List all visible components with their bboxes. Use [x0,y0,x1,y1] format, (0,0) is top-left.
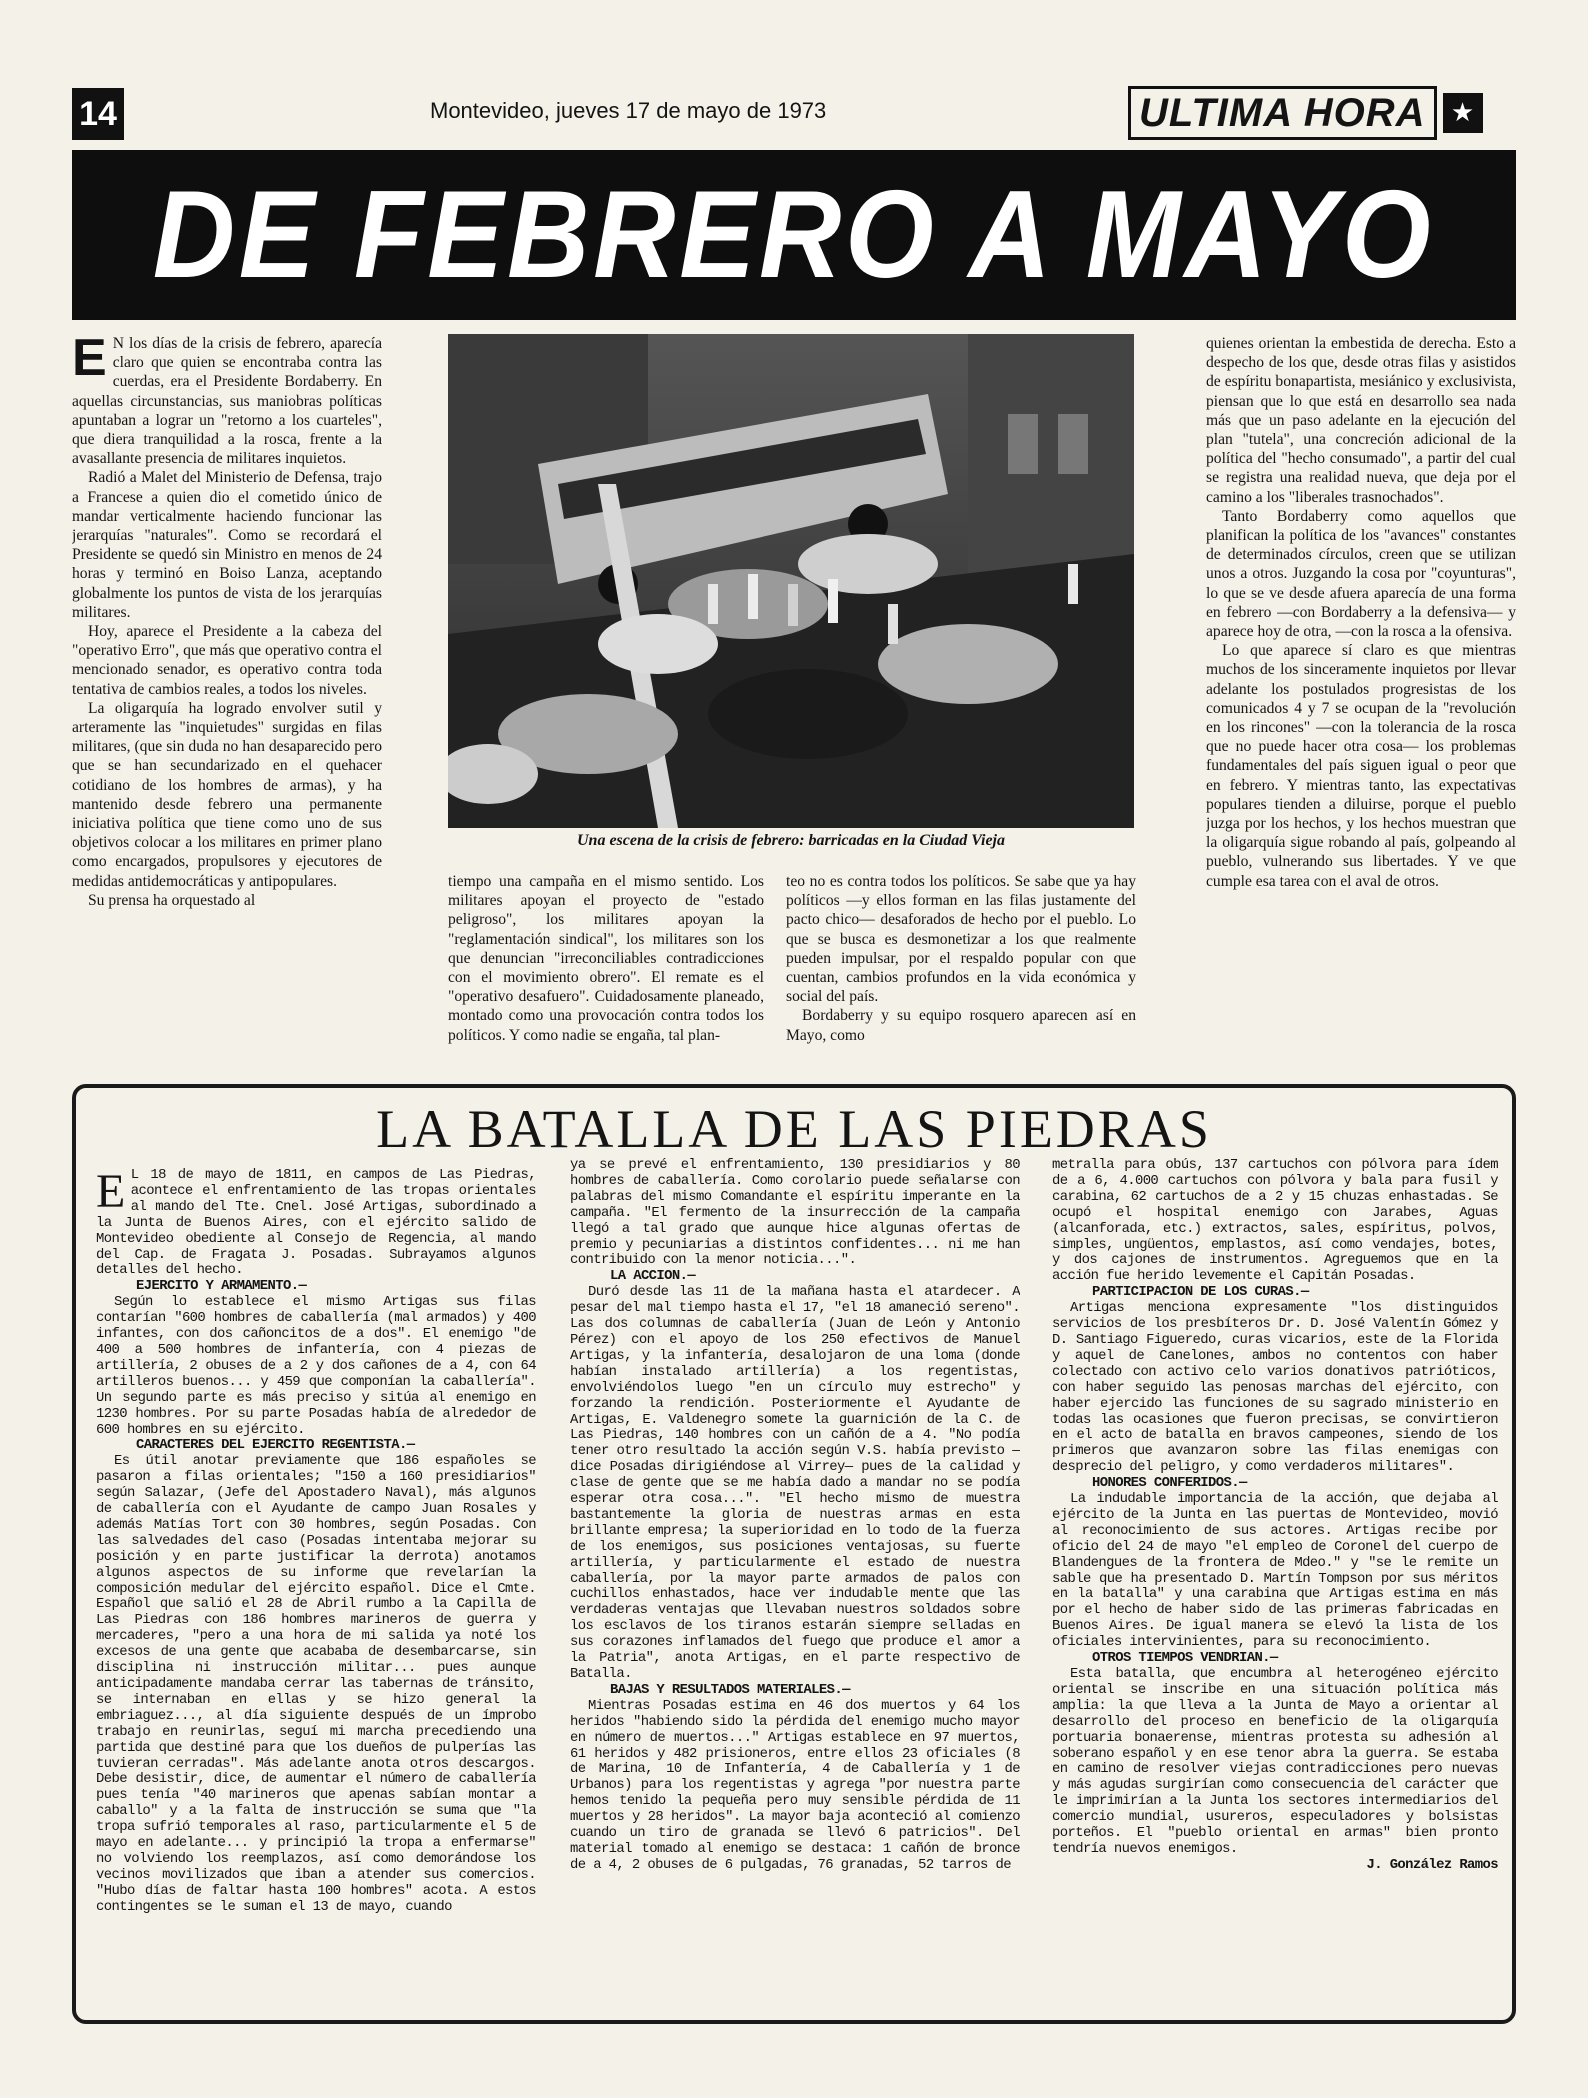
page-number: 14 [72,88,124,140]
paragraph: ya se prevé el enfrentamiento, 130 presidiarios y 80 hombres de caballería. Como corolario puede señalarse con palabras del mismo Comandante el espíritu imperante en la campaña. "El fermento de la insurrección de la campaña llegó a tal grado que aunque hice algunas ofertas de premio y pecuniarias a distintos confidentes... ni me han contribuido con la menor noticia...". [570,1158,1020,1269]
paragraph: L 18 de mayo de 1811, en campos de Las Piedras, acontece el enfrentamiento de las tropas orientales al mando del Tte. Cnel. José Artigas, subordinado a la Junta de Buenos Aires, con el ejército salido de Montevideo obediente al Consejo de Regencia, al mando del Cap. de Fragata J. Posadas. Subrayamos algunos detalles del hecho. [96,1168,536,1279]
star-emblem-icon: ★ [1443,93,1483,133]
headline-banner [72,150,1516,320]
paragraph: La oligarquía ha logrado envolver sutil y arteramente las "inquietudes" surgidas en filas militares, (que sin duda no han desaparecido pero que se han secundarizado en el quehacer cotidiano de los hombres de armas), y ha mantenido desde febrero una permanente iniciativa política que tiene como uno de sus objetivos colocar a los militares en primer plano como encargados, propulsores y ejecutores de medidas antidemocráticas y antipopulares. [72,699,382,890]
box-column-1 [96,1168,536,2006]
subheading: OTROS TIEMPOS VENDRIAN.— [1092,1650,1278,1667]
paragraph: tiempo una campaña en el mismo sentido. Los militares apoyan el proyecto de "estado peligroso", los militares apoyan la "reglamentación sindical", los militares son los que denuncian "irreconciliables contradicciones con el movimiento obrero". El remate es el "operativo desafuero". Cuidadosamente planeado, montado como una provocación contra todos los políticos. Y como nadie se engaña, tal plan- [448,873,764,1044]
subheading: LA ACCION.— [610,1268,696,1285]
subheading: CARACTERES DEL EJERCITO REGENTISTA.— [136,1437,415,1454]
paragraph: Radió a Malet del Ministerio de Defensa, trajo a Francese a quien dio el cometido único de mandar verticalmente haciendo funcionar las jerarquías "naturales". Como se recordará el Presidente se quedó sin Ministro en menos de 24 horas y terminó en Boiso Lanza, aceptando globalmente los puntos de vista de los jerarquías militares. [72,469,382,621]
box-column-3 [1052,1158,1498,2006]
paragraph: Según lo establece el mismo Artigas sus filas contarían "600 hombres de caballería (mal armados) y 400 infantes, con dos cañoncitos de a dos". El enemigo "de 400 a 500 hombres de infantería, con 4 piezas de artillería, 2 obuses de a 2 y dos cañones de a 4, con 64 artilleros buenos... y 459 que componían la caballería". Un segundo parte es más preciso y sitúa al enemigo en 1230 hombres. Por su parte Posadas había de alrededor de 600 hombres en su ejército. [96,1294,536,1438]
barricade-photo [448,334,1134,828]
box-column-2 [570,1158,1020,2006]
article-column-4 [1206,334,1516,1084]
article-column-2 [448,872,764,1084]
paragraph: Esta batalla, que encumbra al heterogéneo ejército oriental se inscribe en una situación política más amplia: la que lleva a la Junta de Mayo a orientar al desarrollo del proceso en beneficio de la oligarquía portuaria bonaerense, mientras protesta su adhesión al soberano español y en ese tenor abra la guerra. Se estaba en camino de resolver viejas contradicciones pero nuevas y más agudas surgirían como consecuencia del carácter que le imprimirían a la Junta los sectores intermediarios del comercio mundial, usureros, especuladores y bolsistas porteños. El "pueblo oriental en armas" bien pronto tendría nuevos enemigos. [1052,1666,1498,1857]
subheading: PARTICIPACION DE LOS CURAS.— [1092,1284,1309,1301]
paragraph: Duró desde las 11 de la mañana hasta el atardecer. A pesar del mal tiempo hasta el 17, "el 18 amaneció sereno". Las dos columnas de caballería (Juan de León y Antonio Pérez) con el apoyo de los 250 efectivos de Manuel Artigas, y la infantería, desalojaron de una loma (donde habían instalado artillería) a los regentistas, envolviéndolos luego "en un círculo muy estrecho" y forzando la rendición. Posteriormente el Ayudante de Artigas, E. Valdenegro somete la guarnición de la C. de Las Piedras, 140 hombres con un cañón de a 4. "No podía tener otro resultado la acción según V.S. había previsto —dice Posadas dirigiéndose al Virrey— pues de la calidad y clase de gente que se me había dado a mandar no se podía esperar otra cosa...". "El hecho mismo de muestra bastantemente la gloria de nuestras armas en esta brillante empresa; la superioridad en lo todo de la fuerza de los enemigos, sus posiciones ventajosas, su fuerte artillería, y particularmente el estado de nuestra caballería, por la mayor parte armados de palos con cuchillos enhastados, hace ver indudable mente que las verdaderas ventajas que llevaban nuestros soldados sobre los esclavos de los tiranos estarán siempre selladas en sus corazones inflamados del fuego que produce el amor a la Patria", anota Artigas, en el parte respectivo de Batalla. [570,1284,1020,1682]
masthead [1128,84,1508,142]
barricade-photo-image [448,334,1134,828]
paragraph: Hoy, aparece el Presidente a la cabeza del "operativo Erro", que más que operativo contra el mencionado senador, es operativo contra toda tentativa de cambios reales, a todos los niveles. [72,623,382,698]
paragraph: La indudable importancia de la acción, que dejaba al ejército de la Junta en las puertas de Montevideo, movió al reconocimiento de sus actores. Artigas recibe por oficio del 24 de mayo "el empleo de Coronel del cuerpo de Blandengues de la frontera de Mdeo." y "se le remite un sable que ha presentado D. Martín Tompson por sus méritos en la batalla" y una carabina que Artigas estima en más por el hecho de haber sido de las primeras fabricadas en Buenos Aires. De igual manera se elevó la lista de los oficiales intervinientes, para su reconocimiento. [1052,1491,1498,1651]
paragraph: Es útil anotar previamente que 186 españoles se pasaron a filas orientales; "150 a 160 presidiarios" según Salazar, (Jefe del Apostadero Naval), más algunos de caballería con el Ayudante de campo Juan Rosales y además Matías Tort con 30 hombres, según Posadas. Con las salvedades del caso (Posadas intentaba mejorar su posición y en parte justificar la derrota) anotamos algunos aspectos de su informe que revelarían la composición medular del ejército español. Dice el Cmte. Español que salió el 28 de Abril rumbo a la Capilla de Las Piedras con 186 hombres marineros de guerra y mercaderes, "pero a una hora de mi salida ya noté los excesos de una gente que acababa de desembarcarse, sin disciplina ni instrucción militar... pues aunque anticipadamente mandaba cerrar las tabernas de tránsito, se internaban en ellas y se hizo general la embriaguez..., al día siguiente después de un ímprobo trabajo en reunirlas, seguí mi marcha precediendo una partida que destiné para que los dueños de pulperías las tuvieran cerradas". Más adelante anota otros descargos. Debe desistir, dice, de aumentar el número de caballería pues tenía "40 marineros que apenas sabían montar a caballo" y a la falta de instrucción se suma que "la tropa sufrió temporales al raso, particularmente el 5 de mayo en adelante... y principió la tropa a enfermarse" no volviendo los reemplazos, así como demorándose los vecinos movilizados que iban a atender sus comercios. "Hubo días de faltar hasta 100 hombres" acota. A estos contingentes se le suman el 13 de mayo, cuando [96,1453,536,1915]
paragraph: Mientras Posadas estima en 46 dos muertos y 64 los heridos "habiendo sido la pérdida del enemigo mucho mayor en número de muertos..." Artigas establece en 97 muertos, 61 heridos y 482 prisioneros, entre ellos 23 oficiales (8 de Marina, 10 de Infantería, 4 de Caballería y 1 de Urbanos) para los regentistas y agrega "por nuestra parte hemos tenido la pequeña pero muy sensible pérdida de 11 muertos y 28 heridos". La mayor baja aconteció al comienzo cuando un tiro de granada se llevó 6 patricios". Del material tomado al enemigo se destaca: 1 cañón de bronce de a 4, 2 obuses de 6 pulgadas, 76 granadas, 52 tarros de [570,1697,1020,1873]
author-signature: J. González Ramos [1366,1856,1498,1873]
photo-caption: Una escena de la crisis de febrero: barricadas en la Ciudad Vieja [577,832,1005,849]
subheading: HONORES CONFERIDOS.— [1092,1475,1247,1492]
paragraph: teo no es contra todos los políticos. Se sabe que ya hay políticos —y ellos forman en las filas justamente del pacto chico— desaforados de hecho por el pueblo. Lo que se busca es desmonetizar a los que realmente pueden impulsar, por el respaldo popular con que cuentan, cambios profundos en la vida económica y social del país. [786,873,1136,1006]
headline: DE FEBRERO A MAYO [153,166,1435,304]
boxed-article-title: LA BATALLA DE LAS PIEDRAS [376,1099,1212,1159]
masthead-name: ULTIMA HORA [1128,86,1437,140]
paragraph: Tanto Bordaberry como aquellos que planifican la política de los "avances" constantes de determinados círculos, creen que se utilizan unos a otros. Juzgando la cosa por "coyunturas", lo que se ve desde afuera aparecía de una forma en febrero —con Bordaberry a la defensiva— y aparece hoy de otra, —con la rosca a la ofensiva. [1206,507,1516,641]
article-column-3 [786,872,1136,1084]
article-column-1 [72,334,382,1084]
paragraph: N los días de la crisis de febrero, aparecía claro que quien se encontraba contra las cuerdas, era el Presidente Bordaberry. En aquellas circunstancias, sus maniobras políticas apuntaban a lograr un "retorno a los cuarteles", que diera tranquilidad a la rosca, frente a la avasallante presencia de militares inquietos. [72,335,382,468]
subheading: EJERCITO Y ARMAMENTO.— [136,1278,307,1295]
paragraph: Bordaberry y su equipo rosquero aparecen así en Mayo, como [786,1007,1136,1044]
paragraph: Artigas menciona expresamente "los distinguidos servicios de los presbíteros Dr. D. José Valentín Gómez y D. Santiago Figueredo, curas vicarios, este de la Florida y aquel de Canelones, ambos no contentos con haber colectado con activo celo varios donativos patrióticos, con haber seguido las penosas marchas del ejército, con haber ejercido las funciones de su sagrado ministerio en todas las ocasiones que fueron precisas, se convirtieron en el acto de batalla en bravos campeones, siendo de los primeros que avanzaron sobre las filas enemigas con desprecio del peligro, y como verdaderos militares". [1052,1300,1498,1476]
subheading: BAJAS Y RESULTADOS MATERIALES.— [610,1681,850,1698]
dropcap: E [72,334,107,387]
paragraph: Lo que aparece sí claro es que mientras muchos de los sinceramente inquietos por llevar adelante los postulados progresistas de los comunicados 4 y 7 se ocupan de la "revolución en los rincones" —con la tolerancia de la rosca que no puede hacer otra cosa— los problemas fundamentales del país siguen igual o peor que en febrero. Y mientras tanto, las expectativas populares tienden a diluirse, porque el pueblo juzga por los hechos, y los hechos muestran que la oligarquía sigue robando al país, golpeando al pueblo, vulnerando sus libertades. Y ve que cumple esa tarea con el aval de otros. [1206,642,1516,890]
dropcap: E [96,1168,125,1218]
paragraph: quienes orientan la embestida de derecha. Esto a despecho de los que, desde otras filas y asistidos de espíritu bonapartista, mesiánico y exclusivista, piensan que lo que está en desarrollo sea nada más que un paso adelante en la ejecución del plan "tutela", una concreción adicional de la política del "hecho consumado", a partir del cual se registra una realidad nueva, que deja por el camino a los "liberales trasnochados". [1206,335,1516,506]
paragraph: Su prensa ha orquestado al [88,891,256,909]
paragraph: metralla para obús, 137 cartuchos con pólvora para ídem de a 6, 4.000 cartuchos con pólvora y bala para fusil y carabina, 62 cartuchos de a 2 y 15 chuzas enhastadas. Se ocupó el hospital enemigo con Jarabes, Aguas (alcanforada, etc.) extractos, sales, espíritus, polvos, simples, ungüentos, emplastos, así como vendajes, botes, y dos cajones de instrumentos. Agreguemos que en la acción fue herido levemente el Capitán Posadas. [1052,1158,1498,1285]
dateline: Montevideo, jueves 17 de mayo de 1973 [430,98,827,123]
